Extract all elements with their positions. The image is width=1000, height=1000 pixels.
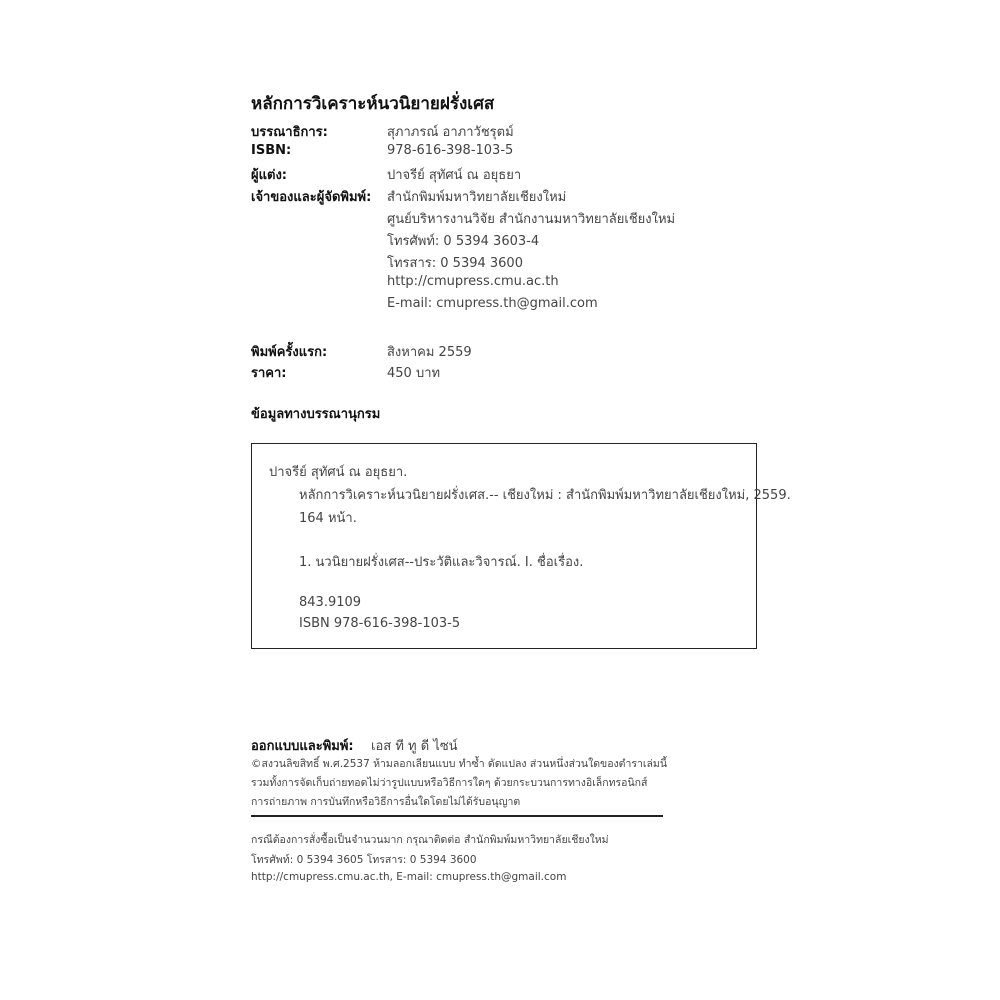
- catalog-box: [251, 443, 791, 649]
- contact-line-2: โทรศัพท์: 0 5394 3605 โทรสาร: 0 5394 3600: [251, 854, 477, 866]
- catalog-author: ปาจรีย์ สุทัศน์ ณ อยุธยา.: [269, 465, 408, 480]
- price-label: ราคา:: [251, 366, 287, 381]
- first-print-value: สิงหาคม 2559: [387, 345, 472, 360]
- catalog-isbn: ISBN 978-616-398-103-5: [299, 616, 461, 631]
- publisher-email: E-mail: cmupress.th@gmail.com: [387, 296, 598, 311]
- catalog-subjects: 1. นวนิยายฝรั่งเศส--ประวัติและวิจารณ์. I. ชื่อเรื่อง.: [299, 555, 584, 570]
- editor-value: สุภาภรณ์ อาภาวัชรุตม์: [387, 125, 514, 140]
- publisher-org: ศูนย์บริหารงานวิจัย สำนักงานมหาวิทยาลัยเชียงใหม่: [387, 212, 676, 227]
- divider-rule: [251, 815, 663, 817]
- book-title: หลักการวิเคราะห์นวนิยายฝรั่งเศส: [251, 94, 495, 114]
- design-value: เอส ที ทู ดี ไซน์: [371, 739, 458, 754]
- catalog-class-number: 843.9109: [299, 595, 362, 610]
- contact-line-3: http://cmupress.cmu.ac.th, E-mail: cmupress.th@gmail.com: [251, 871, 567, 883]
- publisher-phone: โทรศัพท์: 0 5394 3603-4: [387, 234, 540, 249]
- editor-label: บรรณาธิการ:: [251, 125, 328, 140]
- publisher-fax: โทรสาร: 0 5394 3600: [387, 256, 523, 271]
- author-value: ปาจรีย์ สุทัศน์ ณ อยุธยา: [387, 168, 522, 183]
- copyright-line-2: รวมทั้งการจัดเก็บถ่ายทอดไม่ว่ารูปแบบหรือวิธีการใดๆ ด้วยกระบวนการทางอิเล็กทรอนิกส์: [251, 777, 648, 789]
- catalog-title: หลักการวิเคราะห์นวนิยายฝรั่งเศส.-- เชียงใหม่ : สำนักพิมพ์มหาวิทยาลัยเชียงใหม่, 2559.: [299, 488, 791, 503]
- publisher-label: เจ้าของและผู้จัดพิมพ์:: [251, 190, 372, 205]
- design-label: ออกแบบและพิมพ์:: [251, 739, 354, 754]
- copyright-line-1: ©สงวนลิขสิทธิ์ พ.ศ.2537 ห้ามลอกเลียนแบบ ทำซ้ำ ดัดแปลง ส่วนหนึ่งส่วนใดของตำราเล่มนี้: [251, 758, 668, 770]
- copyright-line-3: การถ่ายภาพ การบันทึกหรือวิธีการอื่นใดโดยไม่ได้รับอนุญาต: [251, 796, 521, 808]
- publisher-name: สำนักพิมพ์มหาวิทยาลัยเชียงใหม่: [387, 190, 567, 205]
- isbn-label: ISBN:: [251, 143, 292, 158]
- price-value: 450 บาท: [387, 366, 441, 381]
- publisher-website: http://cmupress.cmu.ac.th: [387, 274, 559, 289]
- isbn-value: 978-616-398-103-5: [387, 143, 514, 158]
- contact-line-1: กรณีต้องการสั่งซื้อเป็นจำนวนมาก กรุณาติดต่อ สำนักพิมพ์มหาวิทยาลัยเชียงใหม่: [251, 834, 609, 846]
- author-label: ผู้แต่ง:: [251, 168, 287, 183]
- first-print-label: พิมพ์ครั้งแรก:: [251, 345, 328, 360]
- catalog-heading: ข้อมูลทางบรรณานุกรม: [251, 407, 381, 422]
- catalog-pages: 164 หน้า.: [299, 511, 357, 526]
